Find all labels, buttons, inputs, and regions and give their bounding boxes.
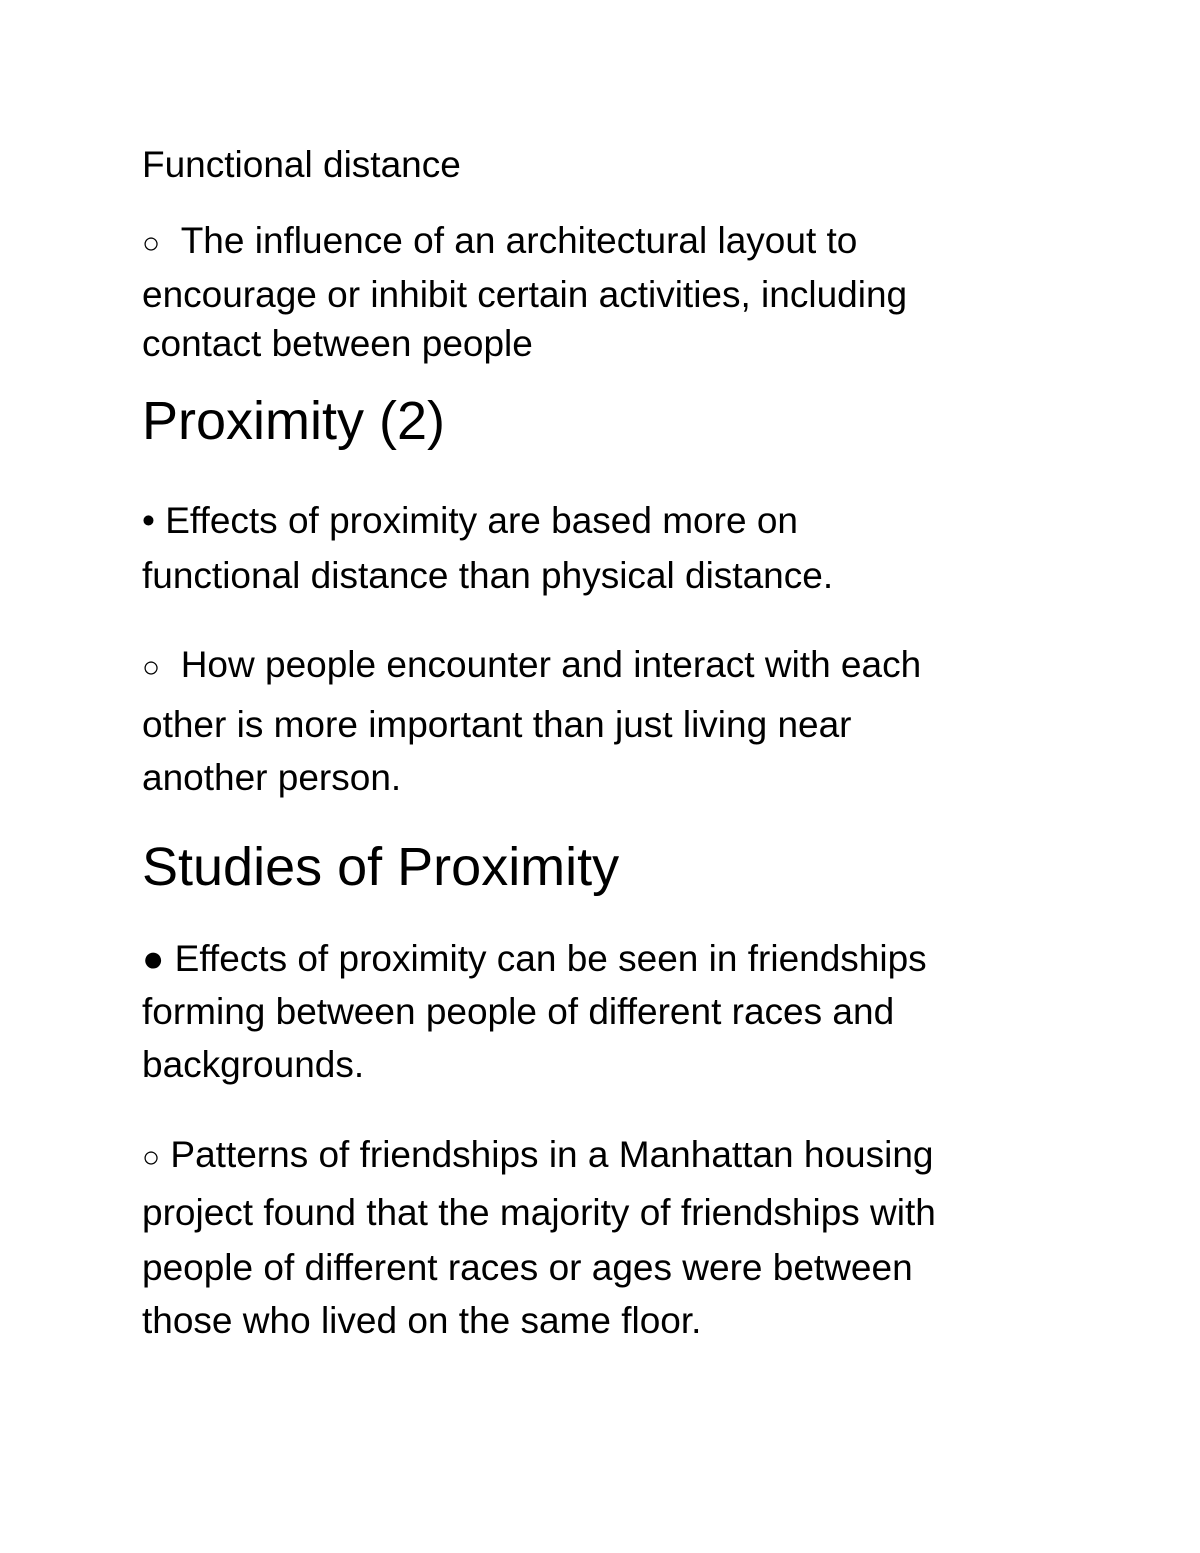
studies-subbullet xyxy=(142,1128,1042,1347)
studies-line-1: Effects of proximity can be seen in friendships xyxy=(174,938,927,979)
proximity-sub-line-1: How people encounter and interact with each xyxy=(180,644,922,685)
studies-sub-line-4: those who lived on the same floor. xyxy=(142,1300,702,1341)
proximity-line-1: Effects of proximity are based more on xyxy=(165,500,798,541)
studies-sub-line-1: Patterns of friendships in a Manhattan housing xyxy=(170,1134,934,1175)
proximity-subbullet xyxy=(142,638,1042,804)
proximity-line-2: functional distance than physical distance. xyxy=(142,555,834,596)
studies-line-2: forming between people of different races and xyxy=(142,991,895,1032)
hollow-circle-bullet-icon: ○ xyxy=(142,227,161,260)
heading-studies: Studies of Proximity xyxy=(142,837,620,897)
proximity-sub-line-2: other is more important than just living near xyxy=(142,704,852,745)
section-title: Functional distance xyxy=(142,144,461,185)
definition-bullet xyxy=(142,214,1042,370)
hollow-circle-bullet-icon: ○ xyxy=(142,1141,161,1174)
definition-line-3: contact between people xyxy=(142,323,533,364)
filled-circle-bullet-icon: ● xyxy=(142,938,165,979)
studies-bullet xyxy=(142,932,1042,1091)
definition-line-1: The influence of an architectural layout to xyxy=(180,220,858,261)
proximity-bullet xyxy=(142,494,1042,602)
proximity-sub-line-3: another person. xyxy=(142,757,402,798)
hollow-circle-bullet-icon: ○ xyxy=(142,651,161,684)
studies-sub-line-3: people of different races or ages were between xyxy=(142,1247,913,1288)
definition-line-2: encourage or inhibit certain activities, including xyxy=(142,274,908,315)
studies-line-3: backgrounds. xyxy=(142,1044,365,1085)
heading-proximity: Proximity (2) xyxy=(142,391,446,451)
studies-sub-line-2: project found that the majority of friendships with xyxy=(142,1192,936,1233)
bullet-dot-icon: • xyxy=(142,500,155,541)
